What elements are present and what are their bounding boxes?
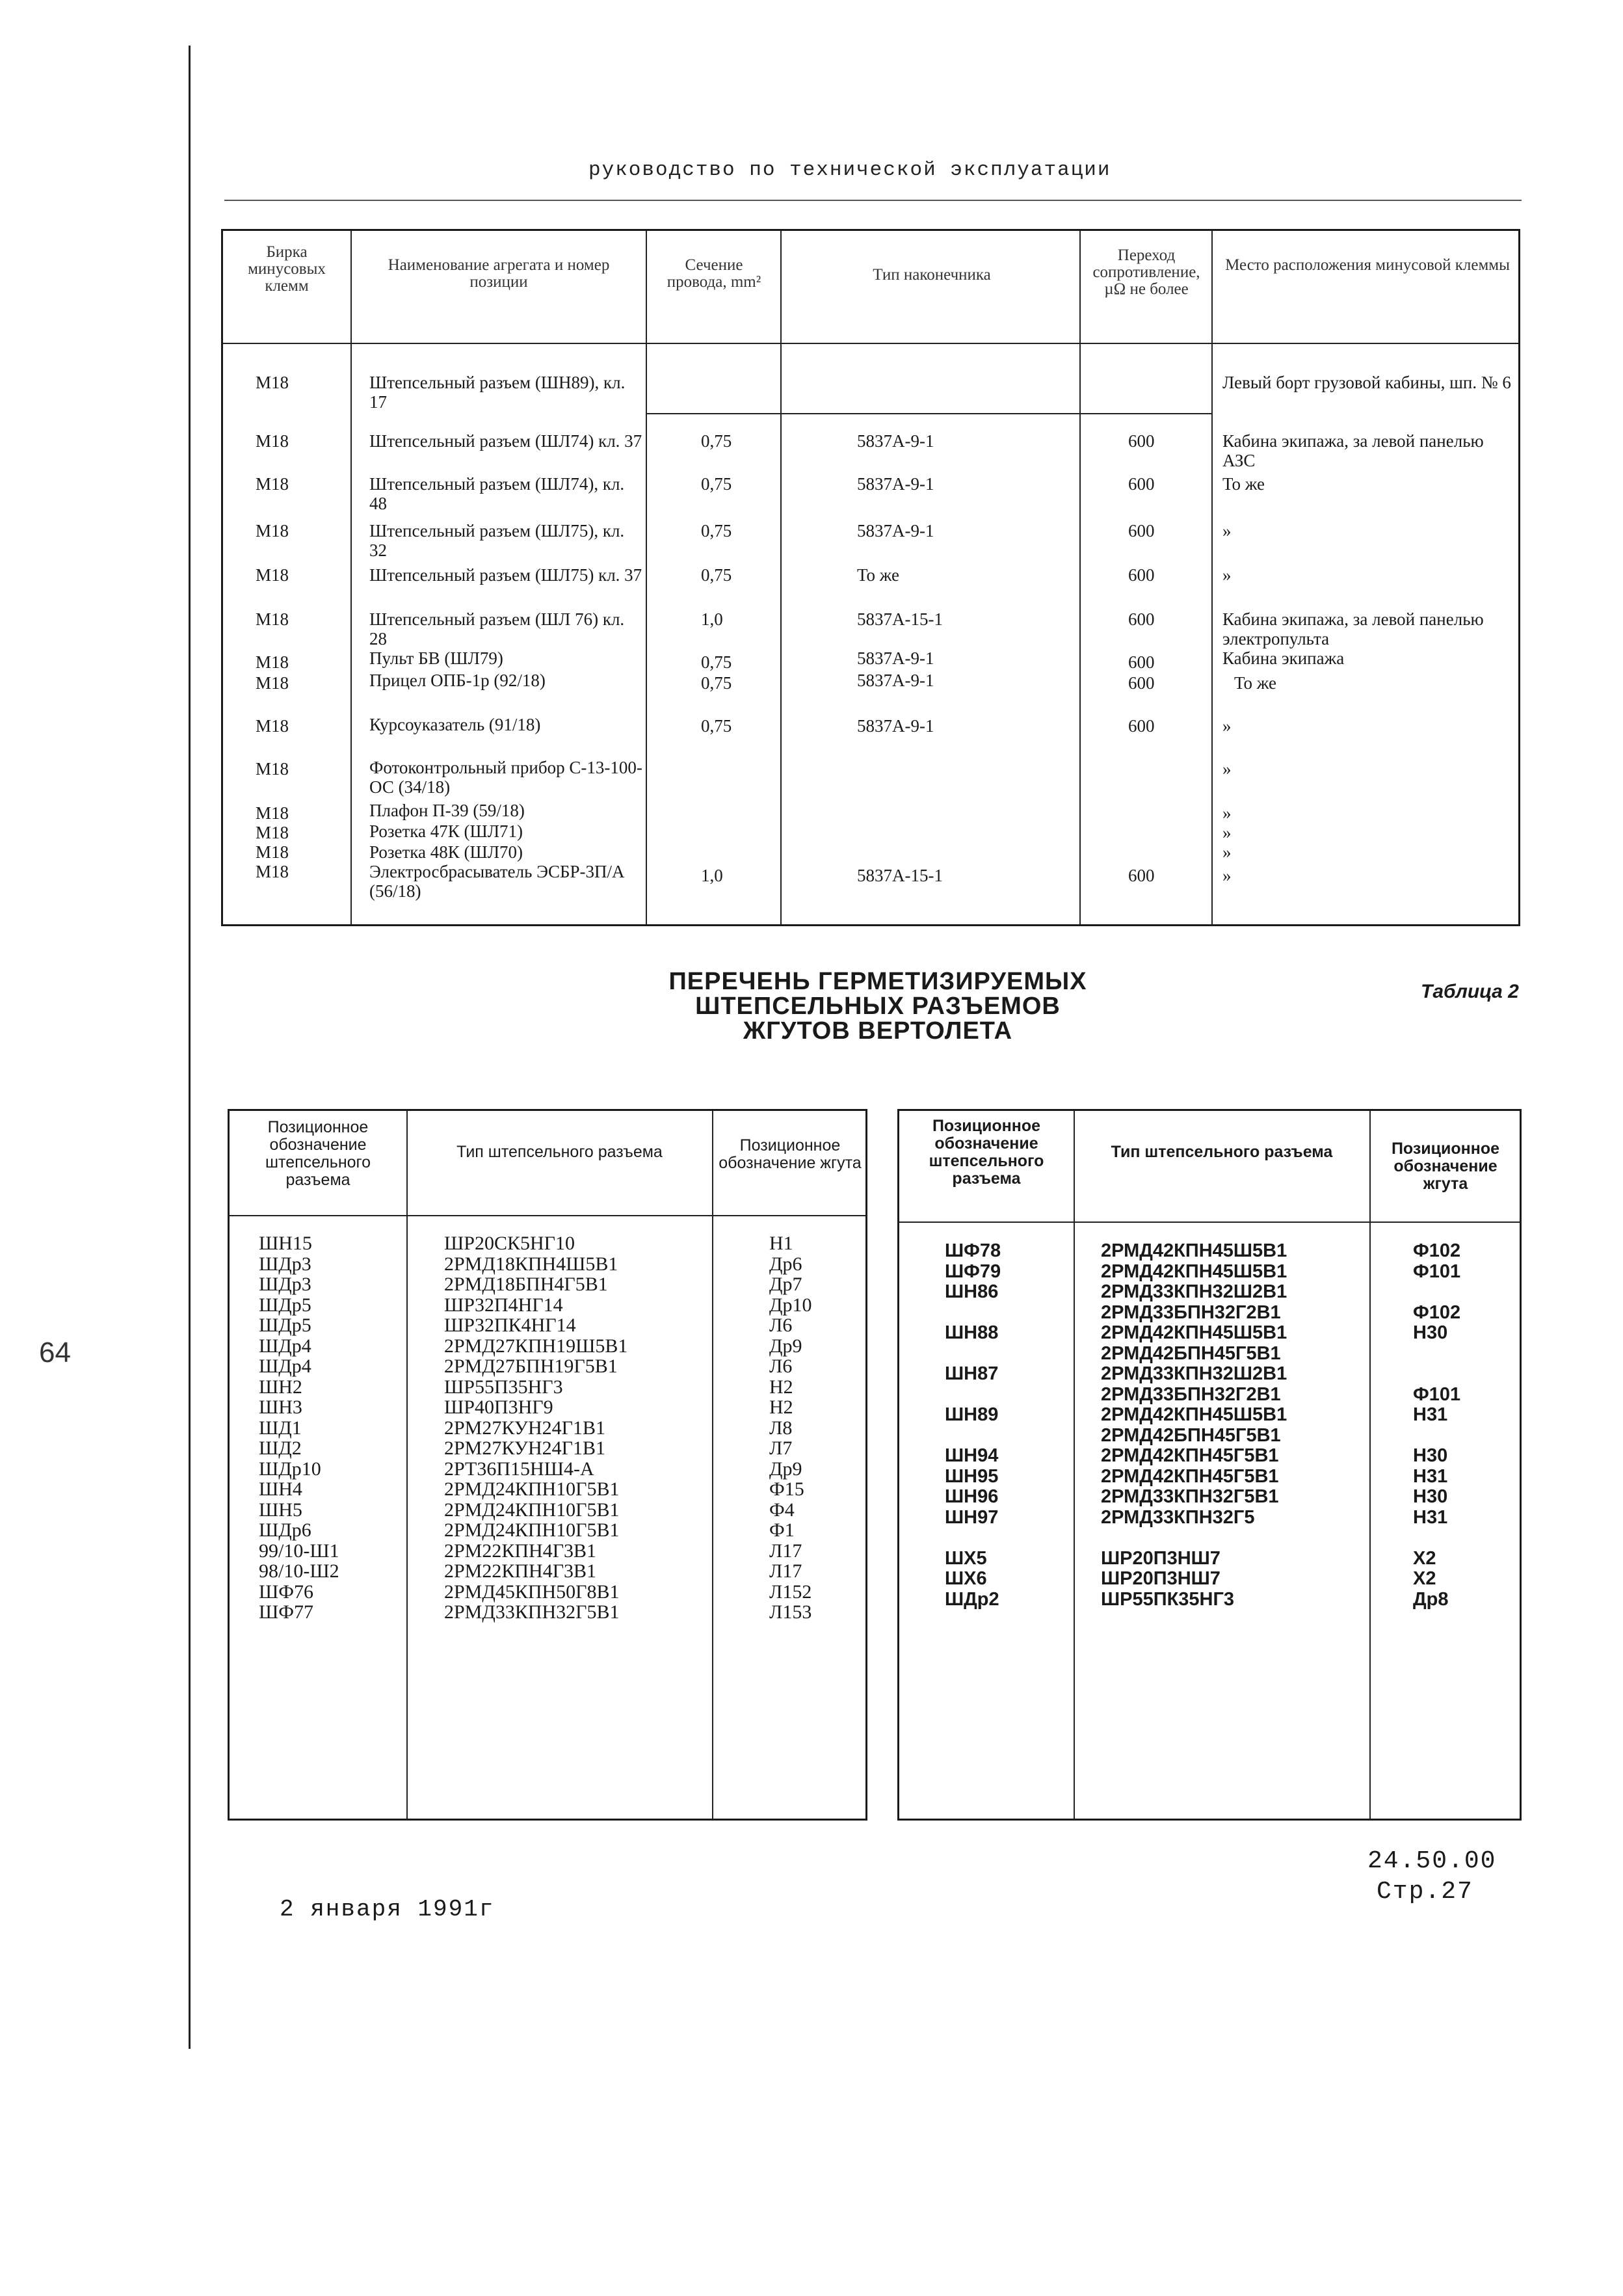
position-cell: ШДр4 <box>259 1335 311 1357</box>
type-cell: 2РМД33БПН32Г2В1 <box>1101 1302 1281 1323</box>
header-resistance: Переход сопротивление, µΩ не более <box>1092 247 1200 298</box>
type-cell: ШР55ПК35НГ3 <box>1101 1588 1235 1610</box>
table-minus-terminals: Бирка минусовых клемм Наименование агрегата и номер позиции Сечение провода, mm² Тип наконечника Переход сопротивление, µΩ не более Место расположения минусовой клеммы М18 Штепсельный разъем (ШН89), кл. 17 Левый борт грузовой кабины, шп. № 6 М18 Штепсельный разъем (ШЛ74) кл. 37 0,75 5837А-9-1 600 Кабина экипажа, за левой панелью АЗС М18 Штепсельный разъем (ШЛ74), кл. 48 0,75 5837А-9-1 600 То же М18 Штепсельный разъем (ШЛ75), кл. 32 0,75 5837А-9-1 600 » М18 Штепсельный разъем (ШЛ75) кл. 37 0,75 То же 600 » М18 Штепсельный разъем (ШЛ 76) кл. 28 1,0 5837А-15-1 600 Кабина экипажа, за левой панелью электропульта М18 Пульт БВ (ШЛ79) 0,75 5837А-9-1 600 Кабина экипажа М18 Прицел ОПБ-1р (92/18) 0,75 5837А-9-1 600 То же М18 Курсоуказатель (91/18) 0,75 5837А-9-1 600 » М18 Фотоконтрольный прибор С-13-100-ОС (34/18) » М18 Плафон П-39 (59/18) » М18 Розетка 47К (ШЛ71) » М18 Розетка 48К (ШЛ70) » М18 Электросбрасыватель ЭСБР-3П/А (56/18) 1,0 5837А-15-1 600 » <box>221 229 1520 926</box>
harness-cell: Н30 <box>1413 1486 1448 1507</box>
header-harness: Позиционное обозначение жгута <box>719 1136 862 1172</box>
harness-cell: Л17 <box>769 1560 802 1582</box>
type-cell: 2РМД27КПН19Ш5В1 <box>444 1335 628 1357</box>
type-cell: ШР32П4НГ14 <box>444 1294 563 1316</box>
table2-right <box>897 1109 1522 1821</box>
position-cell: ШДр6 <box>259 1519 311 1541</box>
table2-label: Таблица 2 <box>1421 981 1519 1002</box>
issue-date: 2 января 1991г <box>280 1896 495 1923</box>
type-cell: 2РМ27КУН24Г1В1 <box>444 1417 606 1439</box>
type-cell: 2РМД33КПН32Г5В1 <box>444 1601 620 1623</box>
type-cell: 2РМД42КПН45Ш5В1 <box>1101 1261 1287 1282</box>
header-position: Позиционное обозначение штепсельного разъема <box>929 1117 1044 1188</box>
harness-cell: Др6 <box>769 1253 802 1275</box>
type-cell: 2РМД42КПН45Г5В1 <box>1101 1465 1279 1487</box>
harness-cell: Ф15 <box>769 1478 804 1500</box>
harness-cell: Ф1 <box>769 1519 795 1541</box>
type-cell: 2РТ36П15НШ4-А <box>444 1458 594 1480</box>
harness-cell: Л8 <box>769 1417 793 1439</box>
type-cell: 2РМД42КПН45Ш5В1 <box>1101 1322 1287 1343</box>
header-type: Тип штепсельного разъема <box>1111 1143 1333 1161</box>
harness-cell: Н2 <box>769 1396 793 1418</box>
position-cell: ШН95 <box>945 1465 999 1487</box>
position-cell: ШН89 <box>945 1404 999 1425</box>
type-cell: 2РМД45КПН50Г8В1 <box>444 1581 620 1603</box>
header-type: Тип штепсельного разъема <box>456 1143 663 1161</box>
harness-cell: Н2 <box>769 1376 793 1398</box>
harness-cell: Др10 <box>769 1294 812 1316</box>
scan-margin-line <box>189 46 191 2049</box>
position-cell: ШД1 <box>259 1417 302 1439</box>
type-cell: 2РМ27КУН24Г1В1 <box>444 1437 606 1459</box>
header-place: Место расположения минусовой клеммы <box>1225 256 1510 274</box>
position-cell: ШДр3 <box>259 1274 311 1295</box>
harness-cell: Ф102 <box>1413 1240 1461 1261</box>
tag: М18 <box>256 373 289 392</box>
place: Левый борт грузовой кабины, шп. № 6 <box>1222 373 1511 392</box>
harness-cell: Л6 <box>769 1355 793 1377</box>
type-cell: 2РМД33КПН32Ш2В1 <box>1101 1363 1287 1384</box>
type-cell: 2РМД42БПН45Г5В1 <box>1101 1342 1281 1364</box>
type-cell: 2РМД27БПН19Г5В1 <box>444 1355 618 1377</box>
type-cell: 2РМД18КПН4Ш5В1 <box>444 1253 618 1275</box>
type-cell: ШР40П3НГ9 <box>444 1396 553 1418</box>
doc-code: 24.50.00 <box>1367 1847 1497 1875</box>
position-cell: ШФ77 <box>259 1601 313 1623</box>
position-cell: 98/10-Ш2 <box>259 1560 339 1582</box>
position-cell: ШН15 <box>259 1233 312 1254</box>
position-cell: ШДр4 <box>259 1355 311 1377</box>
position-cell: ШН4 <box>259 1478 302 1500</box>
position-cell: ШФ79 <box>945 1261 1001 1282</box>
header-tag: Бирка минусовых клемм <box>248 243 326 295</box>
type-cell: 2РМД42КПН45Ш5В1 <box>1101 1240 1287 1261</box>
position-cell: ШДр3 <box>259 1253 311 1275</box>
type-cell: 2РМД18БПН4Г5В1 <box>444 1274 608 1295</box>
header-section: Сечение провода, mm² <box>666 256 761 291</box>
page-number: Стр.27 <box>1377 1878 1473 1906</box>
position-cell: ШН97 <box>945 1506 999 1528</box>
header-harness: Позиционное обозначение жгута <box>1391 1140 1500 1193</box>
position-cell: ШН3 <box>259 1396 302 1418</box>
type-cell: 2РМД42БПН45Г5В1 <box>1101 1424 1281 1446</box>
harness-cell: Ф101 <box>1413 1261 1461 1282</box>
harness-cell: Л6 <box>769 1315 793 1336</box>
harness-cell: Л152 <box>769 1581 812 1603</box>
type-cell: ШР20СК5НГ10 <box>444 1233 575 1254</box>
harness-cell: Н31 <box>1413 1506 1448 1528</box>
type-cell: 2РМД33КПН32Г5В1 <box>1101 1486 1279 1507</box>
harness-cell: Х2 <box>1413 1568 1436 1589</box>
harness-cell: Л7 <box>769 1437 793 1459</box>
position-cell: ШН2 <box>259 1376 302 1398</box>
page-header: руководство по технической эксплуатации <box>588 159 1111 181</box>
type-cell: 2РМД33КПН32Г5 <box>1101 1506 1255 1528</box>
header-rule <box>224 200 1522 201</box>
type-cell: ШР55П35НГ3 <box>444 1376 563 1398</box>
position-cell: ШФ76 <box>259 1581 313 1603</box>
header-tip: Тип наконечника <box>873 266 991 284</box>
harness-cell: Ф4 <box>769 1499 795 1521</box>
position-cell: ШН94 <box>945 1445 999 1466</box>
position-cell: ШН87 <box>945 1363 999 1384</box>
header-name: Наименование агрегата и номер позиции <box>388 256 610 291</box>
harness-cell: Др7 <box>769 1274 802 1295</box>
type-cell: 2РМД42КПН45Ш5В1 <box>1101 1404 1287 1425</box>
harness-cell: Н31 <box>1413 1465 1448 1487</box>
type-cell: 2РМД24КПН10Г5В1 <box>444 1478 620 1500</box>
position-cell: ШДр2 <box>945 1588 999 1610</box>
harness-cell: Ф101 <box>1413 1383 1461 1405</box>
type-cell: 2РМД33БПН32Г2В1 <box>1101 1383 1281 1405</box>
position-cell: ШН5 <box>259 1499 302 1521</box>
table2-left <box>228 1109 867 1821</box>
type-cell: ШР20П3НШ7 <box>1101 1547 1221 1569</box>
position-cell: ШН86 <box>945 1281 999 1302</box>
harness-cell: Н30 <box>1413 1445 1448 1466</box>
harness-cell: Л153 <box>769 1601 812 1623</box>
type-cell: 2РМД24КПН10Г5В1 <box>444 1519 620 1541</box>
harness-cell: Др8 <box>1413 1588 1449 1610</box>
position-cell: ШН96 <box>945 1486 999 1507</box>
position-cell: ШДр10 <box>259 1458 321 1480</box>
position-cell: ШДр5 <box>259 1315 311 1336</box>
type-cell: 2РМД24КПН10Г5В1 <box>444 1499 620 1521</box>
position-cell: ШДр5 <box>259 1294 311 1316</box>
table2-title: ПЕРЕЧЕНЬ ГЕРМЕТИЗИРУЕМЫХ ШТЕПСЕЛЬНЫХ РАЗЪЕМОВ ЖГУТОВ ВЕРТОЛЕТА <box>668 968 1087 1045</box>
type-cell: ШР32ПК4НГ14 <box>444 1315 576 1336</box>
position-cell: ШХ6 <box>945 1568 987 1589</box>
harness-cell: Х2 <box>1413 1547 1436 1569</box>
harness-cell: Л17 <box>769 1540 802 1562</box>
header-position: Позиционное обозначение штепсельного разъема <box>265 1118 371 1189</box>
position-cell: ШФ78 <box>945 1240 1001 1261</box>
position-cell: ШХ5 <box>945 1547 987 1569</box>
position-cell: 99/10-Ш1 <box>259 1540 339 1562</box>
position-cell: ШД2 <box>259 1437 302 1459</box>
aggregate: Штепсельный разъем (ШН89), кл. 17 <box>369 373 626 412</box>
type-cell: ШР20П3НШ7 <box>1101 1568 1221 1589</box>
harness-cell: Н31 <box>1413 1404 1448 1425</box>
harness-cell: Н1 <box>769 1233 793 1254</box>
margin-handwritten-mark: 64 <box>39 1337 71 1368</box>
harness-cell: Др9 <box>769 1335 802 1357</box>
type-cell: 2РМ22КПН4Г3В1 <box>444 1540 597 1562</box>
type-cell: 2РМ22КПН4Г3В1 <box>444 1560 597 1582</box>
harness-cell: Др9 <box>769 1458 802 1480</box>
position-cell: ШН88 <box>945 1322 999 1343</box>
type-cell: 2РМД42КПН45Г5В1 <box>1101 1445 1279 1466</box>
type-cell: 2РМД33КПН32Ш2В1 <box>1101 1281 1287 1302</box>
harness-cell: Н30 <box>1413 1322 1448 1343</box>
harness-cell: Ф102 <box>1413 1302 1461 1323</box>
